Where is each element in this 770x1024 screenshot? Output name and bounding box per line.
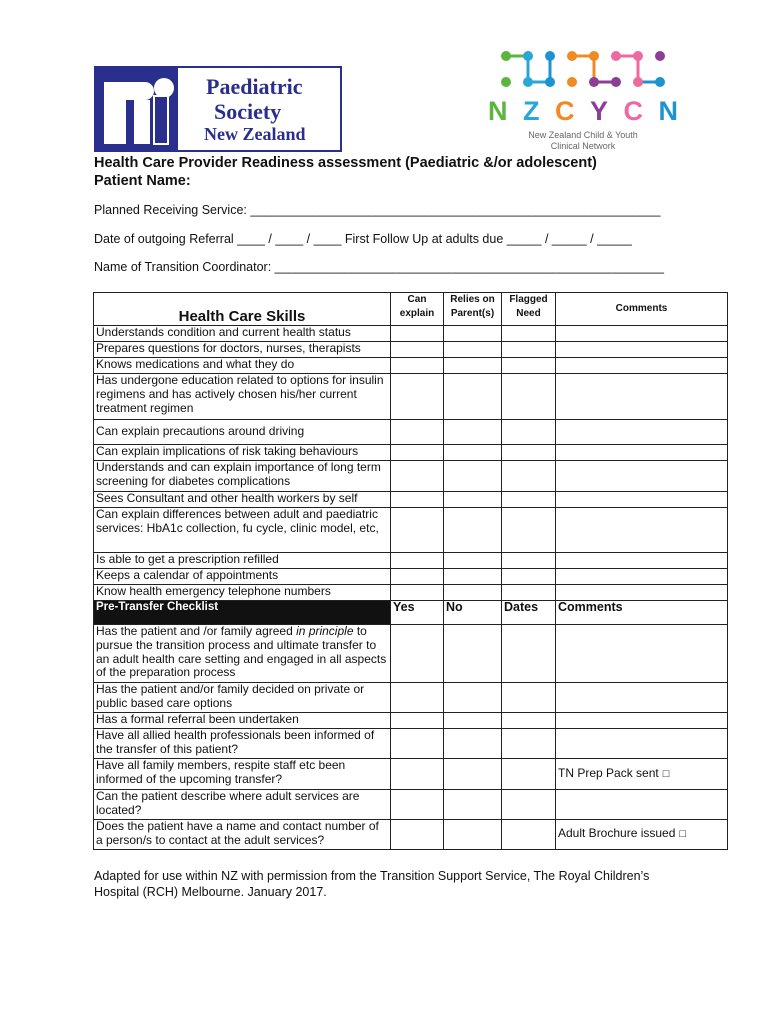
- table-row: [94, 445, 728, 461]
- yes-cell[interactable]: [391, 759, 444, 790]
- can-explain-cell[interactable]: [391, 553, 444, 569]
- nzcycn-subtitle: [518, 130, 648, 152]
- comments-cell[interactable]: [556, 553, 728, 569]
- flagged-cell[interactable]: [502, 569, 556, 585]
- dates-cell[interactable]: [502, 729, 556, 759]
- table-row: [94, 729, 728, 759]
- can-explain-cell[interactable]: [391, 585, 444, 601]
- assessment-table: [93, 292, 728, 850]
- relies-cell[interactable]: [444, 374, 502, 420]
- table-row: [94, 569, 728, 585]
- comments-cell[interactable]: [556, 625, 728, 683]
- skill-label: Knows medications and what they do: [94, 358, 391, 374]
- table-row: [94, 492, 728, 508]
- skill-label: Sees Consultant and other health workers by self: [94, 492, 391, 508]
- coordinator-field[interactable]: Name of Transition Coordinator: ________________________________________________________: [94, 260, 664, 274]
- dates-cell[interactable]: [502, 820, 556, 850]
- flagged-cell[interactable]: [502, 342, 556, 358]
- comments-cell[interactable]: [556, 342, 728, 358]
- checklist-header-row: [94, 601, 728, 625]
- table-row: [94, 358, 728, 374]
- comments-cell[interactable]: [556, 569, 728, 585]
- table-row: [94, 374, 728, 420]
- nzcycn-letter: N: [488, 96, 508, 126]
- can-explain-cell[interactable]: [391, 374, 444, 420]
- comments-cell[interactable]: [556, 445, 728, 461]
- relies-cell[interactable]: [444, 508, 502, 553]
- no-cell[interactable]: [444, 759, 502, 790]
- checklist-item-label: Have all family members, respite staff etc been informed of the upcoming transfer?: [94, 759, 391, 790]
- can-explain-cell[interactable]: [391, 326, 444, 342]
- skill-label: Prepares questions for doctors, nurses, therapists: [94, 342, 391, 358]
- table-row: [94, 625, 728, 683]
- tn-prep-pack-checkbox[interactable]: □: [662, 767, 670, 780]
- can-explain-cell[interactable]: [391, 569, 444, 585]
- skill-label: Can explain differences between adult and paediatric services: HbA1c collection, fu cycle, clinic model, etc,: [94, 508, 391, 553]
- col-flagged-need: Flagged Need: [502, 293, 556, 326]
- dates-cell[interactable]: [502, 625, 556, 683]
- checklist-item-text: Has the patient and /or family agreed: [96, 624, 297, 638]
- relies-cell[interactable]: [444, 492, 502, 508]
- no-cell[interactable]: [444, 790, 502, 820]
- flagged-cell[interactable]: [502, 358, 556, 374]
- checklist-item-emphasis: in principle: [296, 624, 354, 638]
- col-dates: Dates: [502, 601, 556, 625]
- flagged-cell[interactable]: [502, 445, 556, 461]
- checklist-item-label: Does the patient have a name and contact number of a person/s to contact at the adult services?: [94, 820, 391, 850]
- nzcycn-subtitle-line1: New Zealand Child & Youth: [528, 130, 638, 140]
- no-cell[interactable]: [444, 729, 502, 759]
- yes-cell[interactable]: [391, 713, 444, 729]
- dates-cell[interactable]: [502, 790, 556, 820]
- nzcycn-letter: Y: [589, 96, 608, 126]
- checklist-item-text: to pursue the transition process and ultimate transfer to an adult health care setting and engaged in all aspects of the preparation process: [96, 624, 387, 680]
- comments-cell[interactable]: [556, 713, 728, 729]
- comments-cell[interactable]: [556, 374, 728, 420]
- nzcycn-network-graphic: [488, 44, 678, 96]
- tn-prep-pack-label: TN Prep Pack sent: [558, 765, 659, 780]
- date-referral-field[interactable]: Date of outgoing Referral ____ / ____ / ____ First Follow Up at adults due _____ / _____ / _____: [94, 232, 632, 246]
- table-row: [94, 585, 728, 601]
- can-explain-cell[interactable]: [391, 492, 444, 508]
- planned-service-field[interactable]: Planned Receiving Service: ___________________________________________________________: [94, 203, 661, 217]
- adult-brochure-label: Adult Brochure issued: [558, 826, 676, 841]
- skill-label: Know health emergency telephone numbers: [94, 585, 391, 601]
- relies-cell[interactable]: [444, 420, 502, 445]
- table-row: [94, 759, 728, 790]
- table-row: [94, 420, 728, 445]
- footer-note: Adapted for use within NZ with permission from the Transition Support Service, The Royal Children’s Hospital (RCH) Melbourne. January 2017.: [94, 869, 650, 899]
- checklist-item-label: Have all allied health professionals been informed of the transfer of this patient?: [94, 729, 391, 759]
- dates-cell[interactable]: [502, 683, 556, 713]
- table-row: [94, 553, 728, 569]
- flagged-cell[interactable]: [502, 508, 556, 553]
- comments-cell[interactable]: [556, 585, 728, 601]
- col-comments: Comments: [556, 293, 728, 326]
- dates-cell[interactable]: [502, 713, 556, 729]
- page-title: [94, 154, 597, 190]
- can-explain-cell[interactable]: [391, 461, 444, 492]
- no-cell[interactable]: [444, 683, 502, 713]
- comments-cell[interactable]: [556, 683, 728, 713]
- skills-title: Health Care Skills: [94, 293, 391, 326]
- logo-text-line1: Paediatric: [206, 74, 303, 99]
- skill-label: Can explain precautions around driving: [94, 420, 391, 445]
- comments-cell[interactable]: [556, 492, 728, 508]
- yes-cell[interactable]: [391, 729, 444, 759]
- table-row: [94, 461, 728, 492]
- flagged-cell[interactable]: [502, 420, 556, 445]
- nzcycn-wordmark: [488, 96, 678, 127]
- comments-cell[interactable]: [556, 729, 728, 759]
- comments-cell[interactable]: [556, 326, 728, 342]
- yes-cell[interactable]: [391, 820, 444, 850]
- col-no: No: [444, 601, 502, 625]
- nzcycn-letter: C: [623, 96, 643, 126]
- comments-cell[interactable]: [556, 461, 728, 492]
- can-explain-cell[interactable]: [391, 508, 444, 553]
- col-relies-on-parents: Relies on Parent(s): [444, 293, 502, 326]
- table-row: [94, 508, 728, 553]
- flagged-cell[interactable]: [502, 492, 556, 508]
- comments-cell: [556, 759, 728, 790]
- paediatric-society-logo: [94, 66, 342, 152]
- comments-cell[interactable]: [556, 790, 728, 820]
- flagged-cell[interactable]: [502, 585, 556, 601]
- table-row: [94, 683, 728, 713]
- yes-cell[interactable]: [391, 683, 444, 713]
- nzcycn-letter: N: [658, 96, 678, 126]
- no-cell[interactable]: [444, 713, 502, 729]
- skill-label: Is able to get a prescription refilled: [94, 553, 391, 569]
- flagged-cell[interactable]: [502, 461, 556, 492]
- skill-label: Keeps a calendar of appointments: [94, 569, 391, 585]
- checklist-item-label: Can the patient describe where adult services are located?: [94, 790, 391, 820]
- can-explain-cell[interactable]: [391, 445, 444, 461]
- checklist-item-label: [94, 625, 391, 683]
- table-row: [94, 820, 728, 850]
- checklist-item-label: Has the patient and/or family decided on private or public based care options: [94, 683, 391, 713]
- nzcycn-letter: Z: [522, 96, 540, 126]
- can-explain-cell[interactable]: [391, 420, 444, 445]
- relies-cell[interactable]: [444, 553, 502, 569]
- relies-cell[interactable]: [444, 585, 502, 601]
- checklist-title: Pre-Transfer Checklist: [94, 601, 391, 625]
- table-row: [94, 790, 728, 820]
- flagged-cell[interactable]: [502, 553, 556, 569]
- skills-header-row: [94, 293, 728, 326]
- col-can-explain: Can explain: [391, 293, 444, 326]
- relies-cell[interactable]: [444, 569, 502, 585]
- yes-cell[interactable]: [391, 790, 444, 820]
- comments-cell[interactable]: [556, 420, 728, 445]
- table-row: [94, 713, 728, 729]
- nzcycn-subtitle-line2: Clinical Network: [550, 141, 616, 151]
- table-row: [94, 326, 728, 342]
- comments-cell[interactable]: [556, 508, 728, 553]
- col-checklist-comments: Comments: [556, 601, 728, 625]
- relies-cell[interactable]: [444, 342, 502, 358]
- relies-cell[interactable]: [444, 461, 502, 492]
- dates-cell[interactable]: [502, 759, 556, 790]
- nzcycn-logo: [488, 44, 678, 154]
- relies-cell[interactable]: [444, 358, 502, 374]
- col-yes: Yes: [391, 601, 444, 625]
- can-explain-cell[interactable]: [391, 358, 444, 374]
- checklist-item-label: Has a formal referral been undertaken: [94, 713, 391, 729]
- patient-name-label[interactable]: Patient Name:: [94, 173, 191, 189]
- relies-cell[interactable]: [444, 445, 502, 461]
- paediatric-society-mark: [94, 66, 178, 152]
- nzcycn-letter: C: [554, 96, 575, 126]
- skill-label: Understands condition and current health status: [94, 326, 391, 342]
- flagged-cell[interactable]: [502, 326, 556, 342]
- skill-label: Can explain implications of risk taking behaviours: [94, 445, 391, 461]
- comments-cell: [556, 820, 728, 850]
- skill-label: Understands and can explain importance of long term screening for diabetes complications: [94, 461, 391, 492]
- comments-cell[interactable]: [556, 358, 728, 374]
- skill-label: Has undergone education related to options for insulin regimens and has actively chosen his/her current treatment regimen: [94, 374, 391, 420]
- relies-cell[interactable]: [444, 326, 502, 342]
- logo-text-line2: Society: [214, 99, 282, 124]
- table-row: [94, 342, 728, 358]
- no-cell[interactable]: [444, 820, 502, 850]
- adult-brochure-checkbox[interactable]: □: [679, 828, 687, 841]
- title-line: Health Care Provider Readiness assessment (Paediatric &/or adolescent): [94, 155, 597, 171]
- logo-text-line3: New Zealand: [204, 124, 306, 144]
- yes-cell[interactable]: [391, 625, 444, 683]
- flagged-cell[interactable]: [502, 374, 556, 420]
- can-explain-cell[interactable]: [391, 342, 444, 358]
- no-cell[interactable]: [444, 625, 502, 683]
